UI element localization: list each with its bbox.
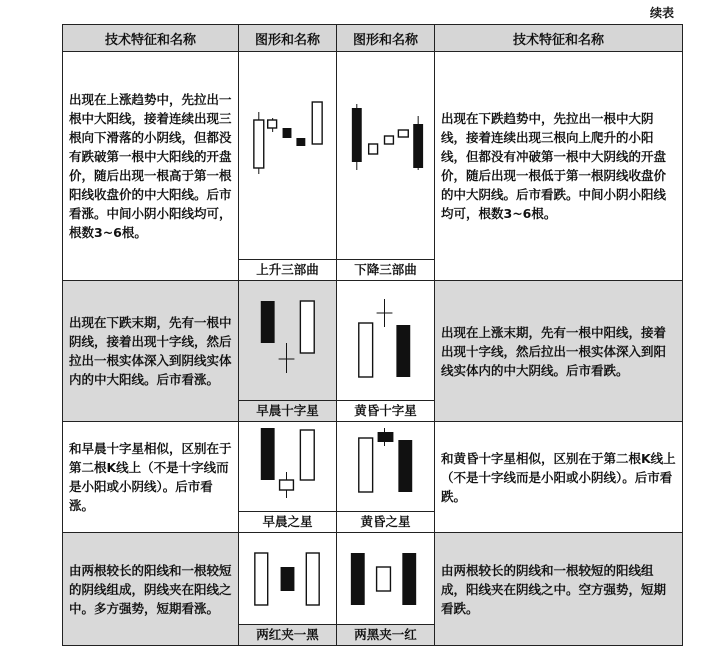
row4-right-text: 由两根较长的阴线和一根较短的阳线组成，阳线夹在阴线之中。空方强势，短期看跌。 bbox=[435, 533, 683, 646]
row1-left-text: 出现在上涨趋势中，先拉出一根中大阳线，接着连续出现三根向下滑落的小阴线，但都没有跌破第一根中大阳线的开盘价，随后出现一根高于第一根阳线收盘价的中大阳线。后市看涨。中间小阴小阳线均可，根数3~6根。 bbox=[63, 52, 239, 281]
row2-fig2-name: 黄昏十字星 bbox=[337, 400, 434, 421]
row1-fig2-name: 下降三部曲 bbox=[337, 259, 434, 280]
row1-right-text: 出现在下跌趋势中，先拉出一根中大阴线，接着连续出现三根向上爬升的小阳线，但都没有冲破第一根中大阴线的开盘价，随后出现一根低于第一根阴线收盘价的中大阴线。后市看跌。中间小阴小阳线均可，根数3~6根。 bbox=[435, 52, 683, 281]
row3-left-text: 和早晨十字星相似，区别在于第二根K线上（不是十字线而是小阳或小阴线）。后市看涨。 bbox=[63, 422, 239, 533]
rising-three-methods-figure bbox=[239, 52, 336, 259]
header-row bbox=[63, 25, 683, 52]
row2-fig1-name: 早晨十字星 bbox=[239, 400, 336, 421]
header-left: 技术特征和名称 bbox=[63, 25, 239, 52]
morning-doji-star-figure bbox=[239, 281, 336, 400]
falling-three-methods-figure bbox=[337, 52, 434, 259]
header-right: 技术特征和名称 bbox=[435, 25, 683, 52]
morning-star-figure bbox=[239, 422, 336, 511]
row2-right-text: 出现在上涨末期，先有一根中阳线，接着出现十字线，然后拉出一根实体深入到阳线实体内的中大阴线。后市看跌。 bbox=[435, 281, 683, 422]
row3-right-text: 和黄昏十字星相似，区别在于第二根K线上（不是十字线而是小阳或小阴线）。后市看跌。 bbox=[435, 422, 683, 533]
row1-fig1-name: 上升三部曲 bbox=[239, 259, 336, 280]
candlestick-pattern-table bbox=[62, 24, 683, 646]
table-row bbox=[63, 52, 683, 281]
evening-star-figure bbox=[337, 422, 434, 511]
header-fig1: 图形和名称 bbox=[239, 25, 337, 52]
table-row bbox=[63, 422, 683, 533]
row2-left-text: 出现在下跌末期，先有一根中阴线，接着出现十字线，然后拉出一根实体深入到阴线实体内的中大阳线。后市看涨。 bbox=[63, 281, 239, 422]
header-fig2: 图形和名称 bbox=[337, 25, 435, 52]
evening-doji-star-figure bbox=[337, 281, 434, 400]
row4-fig1-name: 两红夹一黑 bbox=[239, 624, 336, 645]
row3-fig2-name: 黄昏之星 bbox=[337, 511, 434, 532]
continued-label: 续表 bbox=[649, 6, 674, 20]
table-row bbox=[63, 281, 683, 422]
two-yin-one-yang-figure bbox=[337, 533, 434, 624]
row4-left-text: 由两根较长的阳线和一根较短的阴线组成，阴线夹在阳线之中。多方强势，短期看涨。 bbox=[63, 533, 239, 646]
row4-fig2-name: 两黑夹一红 bbox=[337, 624, 434, 645]
row3-fig1-name: 早晨之星 bbox=[239, 511, 336, 532]
table-row bbox=[63, 533, 683, 646]
two-yang-one-yin-figure bbox=[239, 533, 336, 624]
